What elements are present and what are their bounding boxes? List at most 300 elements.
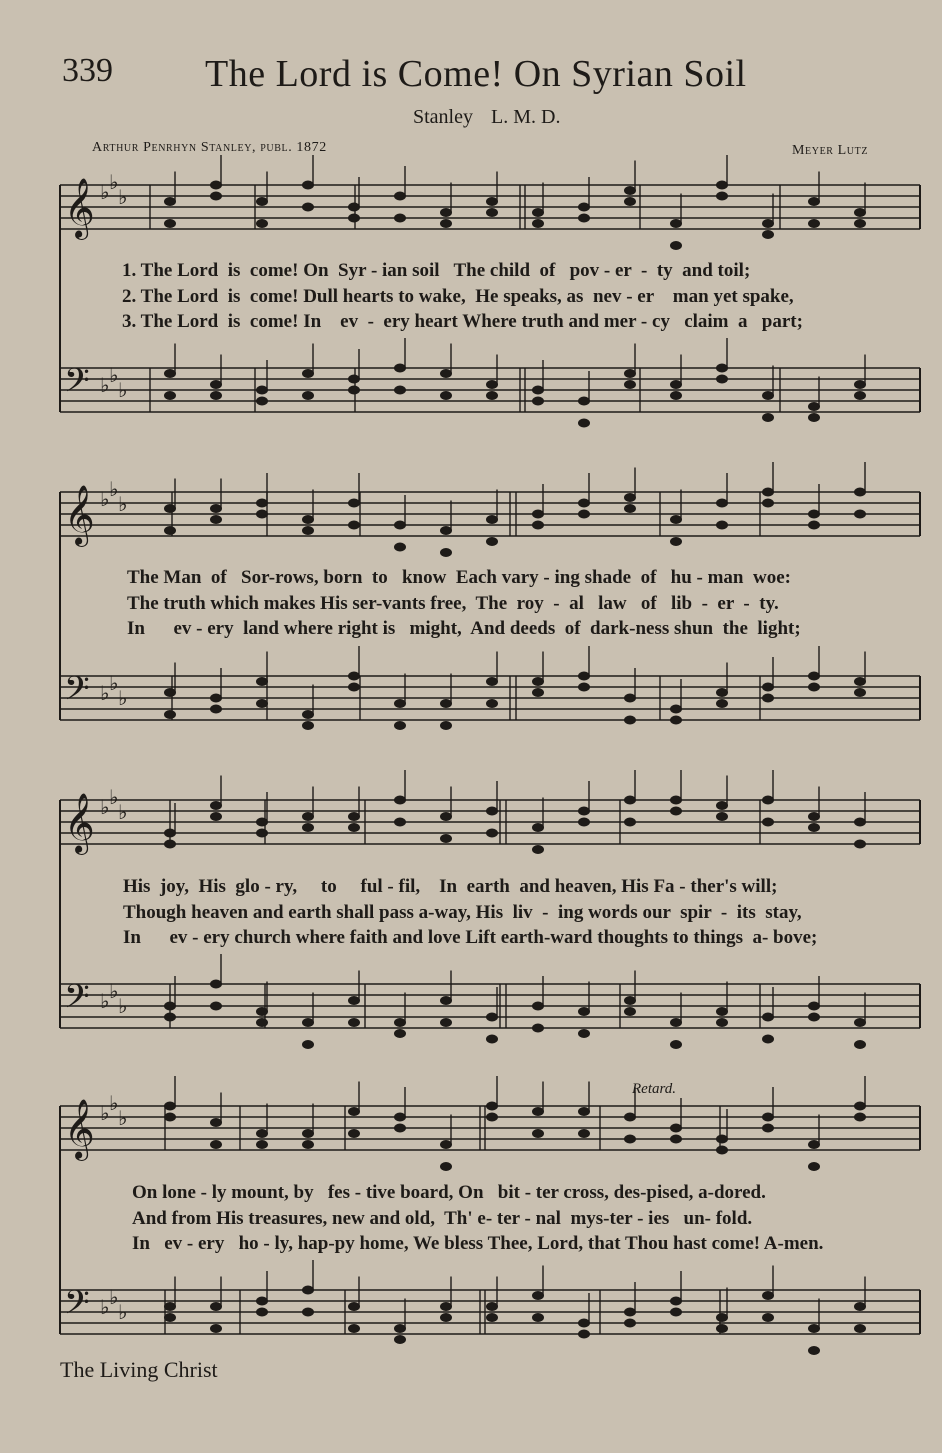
note-head [670, 391, 682, 400]
flat-icon: ♭ [100, 487, 110, 511]
note-head [854, 1102, 866, 1111]
flat-icon: ♭ [100, 989, 110, 1013]
note-head [532, 1024, 544, 1033]
note-head [210, 391, 222, 400]
note-head [394, 1124, 406, 1133]
composer-credit: Meyer Lutz [792, 143, 869, 158]
note-head [624, 996, 636, 1005]
note-head [578, 1319, 590, 1328]
note-head [302, 1040, 314, 1049]
note-head [854, 677, 866, 686]
bass-clef-icon: 𝄢 [64, 1284, 90, 1330]
note-head [854, 688, 866, 697]
note-head [348, 386, 360, 395]
note-head [302, 203, 314, 212]
note-head [716, 375, 728, 384]
note-head [624, 1308, 636, 1317]
tempo-mark: Retard. [632, 1081, 677, 1097]
note-head [532, 1107, 544, 1116]
note-head [394, 796, 406, 805]
note-head [164, 1113, 176, 1122]
note-head [670, 1040, 682, 1049]
note-head [624, 716, 636, 725]
note-head [486, 1302, 498, 1311]
flat-icon: ♭ [109, 671, 119, 695]
note-head [716, 801, 728, 810]
note-head [210, 801, 222, 810]
note-head [670, 796, 682, 805]
note-head [532, 1291, 544, 1300]
note-head [808, 413, 820, 422]
note-head [394, 521, 406, 530]
lyrics-system-1 [122, 260, 922, 340]
note-head [578, 1107, 590, 1116]
note-head [808, 1346, 820, 1355]
note-head [394, 543, 406, 552]
note-head [578, 203, 590, 212]
note-head [348, 1302, 360, 1311]
note-head [808, 1002, 820, 1011]
note-head [578, 1007, 590, 1016]
note-head [532, 208, 544, 217]
note-head [256, 1018, 268, 1027]
note-head [302, 812, 314, 821]
note-head [716, 1324, 728, 1333]
note-head [302, 526, 314, 535]
note-head [486, 1313, 498, 1322]
bass-clef-icon: 𝄢 [64, 978, 90, 1024]
note-head [440, 391, 452, 400]
note-head [808, 1324, 820, 1333]
note-head [808, 219, 820, 228]
note-head [256, 510, 268, 519]
note-head [532, 1129, 544, 1138]
note-head [532, 688, 544, 697]
note-head [670, 515, 682, 524]
flat-icon: ♭ [109, 1091, 119, 1115]
note-head [394, 1113, 406, 1122]
note-head [486, 1013, 498, 1022]
note-head [808, 521, 820, 530]
note-head [348, 1018, 360, 1027]
note-head [670, 716, 682, 725]
note-head [348, 812, 360, 821]
note-head [716, 499, 728, 508]
note-head [716, 688, 728, 697]
note-head [854, 818, 866, 827]
note-head [256, 699, 268, 708]
note-head [440, 996, 452, 1005]
author-credit: Arthur Penrhyn Stanley, publ. 1872 [92, 140, 327, 155]
note-head [302, 823, 314, 832]
note-head [348, 499, 360, 508]
note-head [670, 1018, 682, 1027]
note-head [854, 1302, 866, 1311]
note-head [210, 705, 222, 714]
note-head [164, 710, 176, 719]
note-head [762, 1291, 774, 1300]
note-head [210, 1140, 222, 1149]
tune-name: Stanley [413, 106, 473, 128]
note-head [532, 397, 544, 406]
flat-icon: ♭ [100, 180, 110, 204]
note-head [440, 1313, 452, 1322]
flat-icon: ♭ [100, 373, 110, 397]
note-head [578, 1330, 590, 1339]
note-head [532, 1313, 544, 1322]
note-head [164, 1102, 176, 1111]
note-head [302, 391, 314, 400]
lyric-verse-2: Though heaven and earth shall pass a-way, His liv - ing words our spir - its stay, [123, 902, 802, 923]
note-head [624, 818, 636, 827]
flat-icon: ♭ [109, 170, 119, 194]
note-head [256, 1297, 268, 1306]
note-head [440, 834, 452, 843]
note-head [486, 829, 498, 838]
note-head [854, 219, 866, 228]
note-head [808, 683, 820, 692]
flat-icon: ♭ [118, 800, 128, 824]
note-head [578, 807, 590, 816]
note-head [256, 1140, 268, 1149]
note-head [256, 197, 268, 206]
note-head [578, 214, 590, 223]
note-head [624, 796, 636, 805]
lyric-verse-3: 3. The Lord is come! In ev - ery heart Where truth and mer - cy claim a part; [122, 311, 803, 332]
lyric-verse-3: In ev - ery church where faith and love Lift earth-ward thoughts to things a- bove; [123, 927, 818, 948]
lyrics-system-4 [132, 1182, 932, 1262]
note-head [164, 829, 176, 838]
note-head [302, 721, 314, 730]
treble-clef-icon: 𝄞 [64, 793, 95, 853]
note-head [440, 1302, 452, 1311]
note-head [762, 683, 774, 692]
note-head [578, 499, 590, 508]
note-head [716, 364, 728, 373]
note-head [716, 181, 728, 190]
note-head [256, 397, 268, 406]
lyrics-system-3 [123, 876, 923, 956]
note-head [624, 197, 636, 206]
note-head [394, 1018, 406, 1027]
note-head [256, 677, 268, 686]
note-head [210, 181, 222, 190]
note-head [348, 823, 360, 832]
note-head [762, 1313, 774, 1322]
note-head [164, 369, 176, 378]
note-head [762, 1013, 774, 1022]
note-head [486, 515, 498, 524]
note-head [854, 391, 866, 400]
note-head [578, 683, 590, 692]
flat-icon: ♭ [118, 185, 128, 209]
note-head [302, 1129, 314, 1138]
note-head [532, 521, 544, 530]
note-head [394, 364, 406, 373]
note-head [440, 369, 452, 378]
flat-icon: ♭ [109, 979, 119, 1003]
note-head [256, 1308, 268, 1317]
note-head [624, 493, 636, 502]
note-head [762, 818, 774, 827]
treble-clef-icon: 𝄞 [64, 1099, 95, 1159]
note-head [762, 219, 774, 228]
note-head [256, 499, 268, 508]
note-head [762, 230, 774, 239]
note-head [762, 488, 774, 497]
flat-icon: ♭ [118, 1106, 128, 1130]
note-head [394, 214, 406, 223]
lyric-verse-2: And from His treasures, new and old, Th' e- ter - nal mys-ter - ies un- fold. [132, 1208, 753, 1229]
note-head [670, 1297, 682, 1306]
note-head [486, 197, 498, 206]
note-head [716, 699, 728, 708]
note-head [532, 510, 544, 519]
note-head [578, 1029, 590, 1038]
note-head [394, 818, 406, 827]
flat-icon: ♭ [100, 1295, 110, 1319]
note-head [440, 208, 452, 217]
note-head [532, 677, 544, 686]
note-head [808, 1140, 820, 1149]
note-head [486, 677, 498, 686]
lyric-verse-2: The truth which makes His ser-vants free, The roy - al law of lib - er - ty. [127, 593, 779, 614]
lyric-verse-2: 2. The Lord is come! Dull hearts to wake, He speaks, as nev - er man yet spake, [122, 286, 794, 307]
note-head [578, 1129, 590, 1138]
note-head [210, 812, 222, 821]
note-head [440, 812, 452, 821]
note-head [210, 504, 222, 513]
note-head [762, 1035, 774, 1044]
note-head [302, 369, 314, 378]
note-head [210, 1324, 222, 1333]
note-head [670, 705, 682, 714]
note-head [486, 537, 498, 546]
note-head [164, 504, 176, 513]
note-head [486, 807, 498, 816]
hymn-title: The Lord is Come! On Syrian Soil [205, 53, 747, 95]
note-head [808, 823, 820, 832]
note-head [854, 510, 866, 519]
note-head [486, 208, 498, 217]
bass-clef-icon: 𝄢 [64, 362, 90, 408]
note-head [716, 1146, 728, 1155]
note-head [210, 1118, 222, 1127]
note-head [716, 1313, 728, 1322]
note-head [302, 1018, 314, 1027]
note-head [210, 192, 222, 201]
note-head [624, 380, 636, 389]
note-head [624, 694, 636, 703]
note-head [854, 1113, 866, 1122]
lyric-verse-3: In ev - ery ho - ly, hap-py home, We bless Thee, Lord, that Thou hast come! A-men. [132, 1233, 824, 1254]
note-head [532, 1002, 544, 1011]
note-head [256, 1129, 268, 1138]
note-head [670, 1308, 682, 1317]
note-head [440, 548, 452, 557]
note-head [348, 996, 360, 1005]
flat-icon: ♭ [118, 492, 128, 516]
note-head [716, 521, 728, 530]
lyric-verse-1: The Man of Sor-rows, born to know Each vary - ing shade of hu - man woe: [127, 567, 791, 588]
note-head [808, 1162, 820, 1171]
note-head [302, 515, 314, 524]
note-head [302, 710, 314, 719]
note-head [302, 1286, 314, 1295]
note-head [348, 672, 360, 681]
lyric-verse-1: On lone - ly mount, by fes - tive board, On bit - ter cross, des-pised, a-dored. [132, 1182, 766, 1203]
note-head [486, 380, 498, 389]
note-head [854, 1018, 866, 1027]
note-head [624, 1135, 636, 1144]
note-head [164, 1002, 176, 1011]
note-head [302, 181, 314, 190]
note-head [624, 1007, 636, 1016]
note-head [486, 1035, 498, 1044]
note-head [670, 380, 682, 389]
note-head [532, 845, 544, 854]
note-head [578, 672, 590, 681]
flat-icon: ♭ [100, 795, 110, 819]
note-head [762, 1113, 774, 1122]
note-head [716, 812, 728, 821]
hymn-number: 339 [62, 52, 113, 89]
flat-icon: ♭ [118, 1300, 128, 1324]
note-head [578, 510, 590, 519]
note-head [486, 391, 498, 400]
note-head [256, 818, 268, 827]
note-head [486, 1113, 498, 1122]
note-head [394, 386, 406, 395]
flat-icon: ♭ [109, 1285, 119, 1309]
note-head [302, 1308, 314, 1317]
note-head [440, 699, 452, 708]
note-head [762, 1124, 774, 1133]
note-head [164, 526, 176, 535]
note-head [532, 386, 544, 395]
note-head [486, 699, 498, 708]
note-head [210, 1302, 222, 1311]
note-head [256, 219, 268, 228]
note-head [440, 1162, 452, 1171]
note-head [624, 186, 636, 195]
note-head [762, 391, 774, 400]
flat-icon: ♭ [109, 363, 119, 387]
note-head [532, 823, 544, 832]
note-head [394, 699, 406, 708]
note-head [440, 721, 452, 730]
note-head [486, 1102, 498, 1111]
note-head [164, 1013, 176, 1022]
flat-icon: ♭ [100, 681, 110, 705]
note-head [532, 219, 544, 228]
note-head [854, 380, 866, 389]
note-head [716, 1018, 728, 1027]
note-head [256, 386, 268, 395]
treble-clef-icon: 𝄞 [64, 178, 95, 238]
note-head [854, 208, 866, 217]
note-head [348, 1324, 360, 1333]
flat-icon: ♭ [118, 686, 128, 710]
note-head [854, 1040, 866, 1049]
note-head [440, 1018, 452, 1027]
note-head [302, 1140, 314, 1149]
lyric-verse-1: 1. The Lord is come! On Syr - ian soil The child of pov - er - ty and toil; [122, 260, 751, 281]
note-head [808, 510, 820, 519]
lyrics-system-2 [127, 567, 927, 647]
note-head [670, 241, 682, 250]
note-head [670, 1135, 682, 1144]
section-footer: The Living Christ [60, 1357, 218, 1382]
note-head [394, 1029, 406, 1038]
note-head [210, 380, 222, 389]
note-head [716, 1135, 728, 1144]
note-head [210, 694, 222, 703]
note-head [670, 807, 682, 816]
note-head [210, 1002, 222, 1011]
note-head [808, 197, 820, 206]
lyric-verse-3: In ev - ery land where right is might, And deeds of dark-ness shun the light; [127, 618, 801, 639]
note-head [762, 694, 774, 703]
flat-icon: ♭ [100, 1101, 110, 1125]
note-head [670, 1124, 682, 1133]
note-head [394, 1335, 406, 1344]
flat-icon: ♭ [118, 378, 128, 402]
note-head [670, 537, 682, 546]
note-head [256, 829, 268, 838]
note-head [854, 488, 866, 497]
note-head [164, 197, 176, 206]
treble-clef-icon: 𝄞 [64, 485, 95, 545]
note-head [762, 499, 774, 508]
note-head [164, 1302, 176, 1311]
note-head [348, 683, 360, 692]
note-head [624, 1113, 636, 1122]
note-head [256, 1007, 268, 1016]
meter: L. M. D. [491, 106, 561, 128]
note-head [624, 504, 636, 513]
note-head [578, 419, 590, 428]
note-head [348, 214, 360, 223]
note-head [164, 840, 176, 849]
lyric-verse-1: His joy, His glo - ry, to ful - fil, In earth and heaven, His Fa - ther's will; [123, 876, 778, 897]
note-head [440, 526, 452, 535]
note-head [808, 1013, 820, 1022]
note-head [578, 397, 590, 406]
note-head [394, 1324, 406, 1333]
note-head [808, 672, 820, 681]
flat-icon: ♭ [109, 477, 119, 501]
note-head [670, 219, 682, 228]
note-head [624, 1319, 636, 1328]
flat-icon: ♭ [109, 785, 119, 809]
note-head [762, 413, 774, 422]
note-head [624, 369, 636, 378]
note-head [210, 515, 222, 524]
note-head [348, 1107, 360, 1116]
note-head [762, 796, 774, 805]
note-head [348, 203, 360, 212]
note-head [164, 219, 176, 228]
note-head [440, 1140, 452, 1149]
note-head [808, 812, 820, 821]
note-head [394, 192, 406, 201]
note-head [210, 980, 222, 989]
note-head [854, 840, 866, 849]
note-head [164, 688, 176, 697]
note-head [164, 1313, 176, 1322]
note-head [716, 192, 728, 201]
